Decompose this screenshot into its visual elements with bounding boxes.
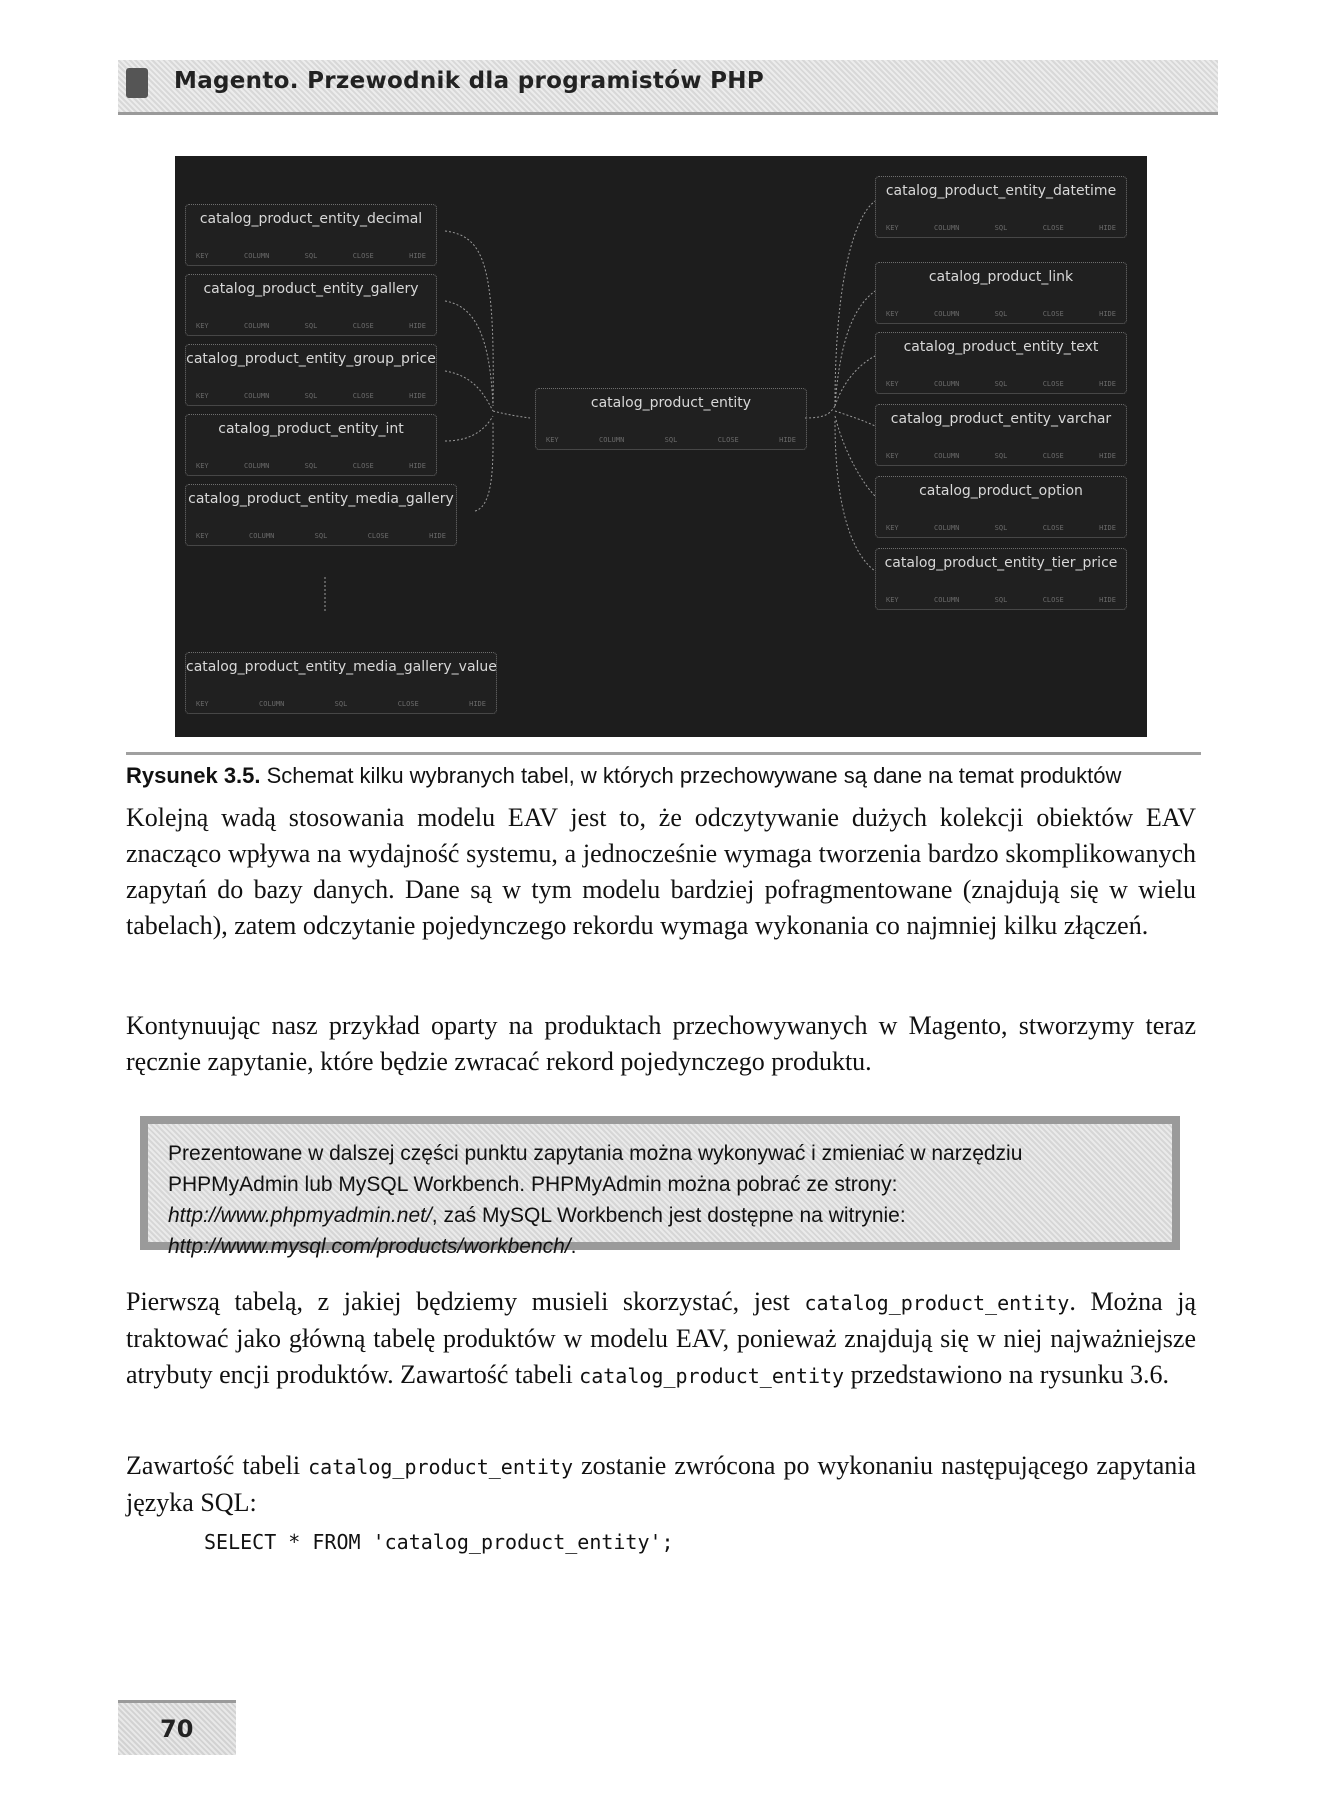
entity-option[interactable]: [875, 476, 1127, 538]
entity-tier-price[interactable]: [875, 548, 1127, 610]
header-marker: [126, 68, 148, 98]
connector-media-gallery: [475, 421, 493, 511]
entity-media-gallery-name: catalog_product_entity_media_gallery: [188, 491, 454, 507]
note-content: [148, 1124, 1172, 1258]
entity-gallery-columns: KEY COLUMN SQL CLOSE HIDE: [196, 322, 426, 330]
para4-code-1: catalog_product_entity: [308, 1455, 574, 1479]
entity-tier-price-name: catalog_product_entity_tier_price: [884, 555, 1118, 571]
phpmyadmin-link[interactable]: http://www.phpmyadmin.net/: [168, 1204, 432, 1227]
entity-gallery[interactable]: [185, 274, 437, 336]
entity-media-gallery-columns: KEY COLUMN SQL CLOSE HIDE: [196, 532, 446, 540]
connector-int: [445, 416, 493, 441]
connector-option: [835, 416, 875, 496]
running-header: [118, 60, 1218, 115]
connector-group-price: [445, 371, 493, 411]
entity-group-price[interactable]: [185, 344, 437, 406]
mysql-workbench-link[interactable]: http://www.mysql.com/products/workbench/: [168, 1235, 571, 1258]
entity-option-name: catalog_product_option: [919, 483, 1083, 499]
connector-varchar: [835, 411, 875, 426]
entity-datetime-name: catalog_product_entity_datetime: [885, 183, 1117, 199]
entity-decimal[interactable]: [185, 204, 437, 266]
entity-media-gallery-value[interactable]: [185, 652, 497, 714]
entity-datetime[interactable]: [875, 176, 1127, 238]
eav-schema-figure: [175, 156, 1147, 737]
figure-caption-label: Rysunek 3.5.: [126, 763, 261, 788]
entity-group-price-name: catalog_product_entity_group_price: [186, 351, 436, 367]
para4-text-2: zostanie zwrócona po wykonaniu następującego zapytania języka SQL:: [126, 1451, 1197, 1517]
connector-text: [835, 356, 875, 406]
entity-varchar-name: catalog_product_entity_varchar: [890, 411, 1112, 427]
entity-int[interactable]: [185, 414, 437, 476]
entity-datetime-columns: KEY COLUMN SQL CLOSE HIDE: [886, 224, 1116, 232]
entity-int-columns: KEY COLUMN SQL CLOSE HIDE: [196, 462, 426, 470]
para3-code-2: catalog_product_entity: [579, 1364, 845, 1388]
paragraph-eav-drawbacks: Kolejną wadą stosowania modelu EAV jest to, że odczytywanie dużych kolekcji obiektów EAV znacząco wpływa na wydajność systemu, a jednocześnie wymaga tworzenia bardzo skomplikowanych zapytań do bazy danych. Dane są w tym modelu bardziej pofragmentowane (znajdują się w wielu tabelach), zatem odczytanie pojedynczego rekordu wymaga wykonania co najmniej kilku złączeń.: [126, 803, 1196, 940]
entity-gallery-name: catalog_product_entity_gallery: [203, 281, 419, 297]
note-text-3: .: [570, 1235, 577, 1258]
figure-caption-text: Schemat kilku wybranych tabel, w których przechowywane są dane na temat produktów: [260, 763, 1122, 788]
note-box: [140, 1116, 1180, 1258]
entity-text-columns: KEY COLUMN SQL CLOSE HIDE: [886, 380, 1116, 388]
para3-text-1: Pierwszą tabelą, z jakiej będziemy musieli skorzystać, jest: [126, 1287, 805, 1316]
connector-right-main: [805, 406, 835, 418]
note-text-1: Prezentowane w dalszej części punktu zapytania można wykonywać i zmieniać w narzędziu PHPMyAdmin lub MySQL Workbench. PHPMyAdmin można pobrać ze strony:: [168, 1142, 1023, 1196]
entity-center[interactable]: [535, 388, 807, 450]
paragraph-query-intro: [126, 1448, 1196, 1521]
entity-decimal-name: catalog_product_entity_decimal: [199, 211, 423, 227]
entity-group-price-columns: KEY COLUMN SQL CLOSE HIDE: [196, 392, 426, 400]
entity-link[interactable]: [875, 262, 1127, 324]
entity-decimal-columns: KEY COLUMN SQL CLOSE HIDE: [196, 252, 426, 260]
paragraph-example-intro: Kontynuując nasz przykład oparty na produktach przechowywanych w Magento, stworzymy teraz ręcznie zapytanie, które będzie zwracać rekord pojedynczego produktu.: [126, 1011, 1196, 1076]
para3-code-1: catalog_product_entity: [804, 1291, 1070, 1315]
entity-tier-price-columns: KEY COLUMN SQL CLOSE HIDE: [886, 596, 1116, 604]
entity-varchar-columns: KEY COLUMN SQL CLOSE HIDE: [886, 452, 1116, 460]
entity-text[interactable]: [875, 332, 1127, 394]
connector-link: [835, 291, 875, 406]
connector-left-main: [493, 411, 530, 418]
entity-option-columns: KEY COLUMN SQL CLOSE HIDE: [886, 524, 1116, 532]
connector-tier-price: [835, 421, 875, 571]
connector-datetime: [835, 201, 875, 406]
para3-text-3: przedstawiono na rysunku 3.6.: [844, 1360, 1170, 1389]
entity-text-name: catalog_product_entity_text: [903, 339, 1099, 355]
entity-center-name: catalog_product_entity: [590, 395, 752, 411]
note-text-2: , zaś MySQL Workbench jest dostępne na witrynie:: [431, 1204, 906, 1227]
figure-caption: [126, 752, 1201, 789]
para3-text-2: . Można ją traktować jako główną tabelę produktów w modelu EAV, ponieważ znajdują się w niej najważniejsze atrybuty encji produktów. Zawartość tabeli: [126, 1287, 1196, 1389]
para4-text-1: Zawartość tabeli: [126, 1451, 309, 1480]
page-number: 70: [160, 1715, 194, 1743]
entity-link-columns: KEY COLUMN SQL CLOSE HIDE: [886, 310, 1116, 318]
sql-code-line: SELECT * FROM 'catalog_product_entity';: [204, 1530, 674, 1554]
entity-int-name: catalog_product_entity_int: [218, 421, 404, 437]
entity-varchar[interactable]: [875, 404, 1127, 466]
entity-link-name: catalog_product_link: [928, 269, 1074, 285]
book-title: Magento. Przewodnik dla programistów PHP: [174, 68, 765, 94]
entity-media-gallery-value-columns: KEY COLUMN SQL CLOSE HIDE: [196, 700, 486, 708]
entity-center-columns: KEY COLUMN SQL CLOSE HIDE: [546, 436, 796, 444]
paragraph-first-table: [126, 1284, 1196, 1394]
connector-gallery: [445, 301, 493, 406]
entity-media-gallery-value-name: catalog_product_entity_media_gallery_value: [186, 659, 497, 675]
entity-media-gallery[interactable]: [185, 484, 457, 546]
page-number-box: [118, 1700, 236, 1755]
